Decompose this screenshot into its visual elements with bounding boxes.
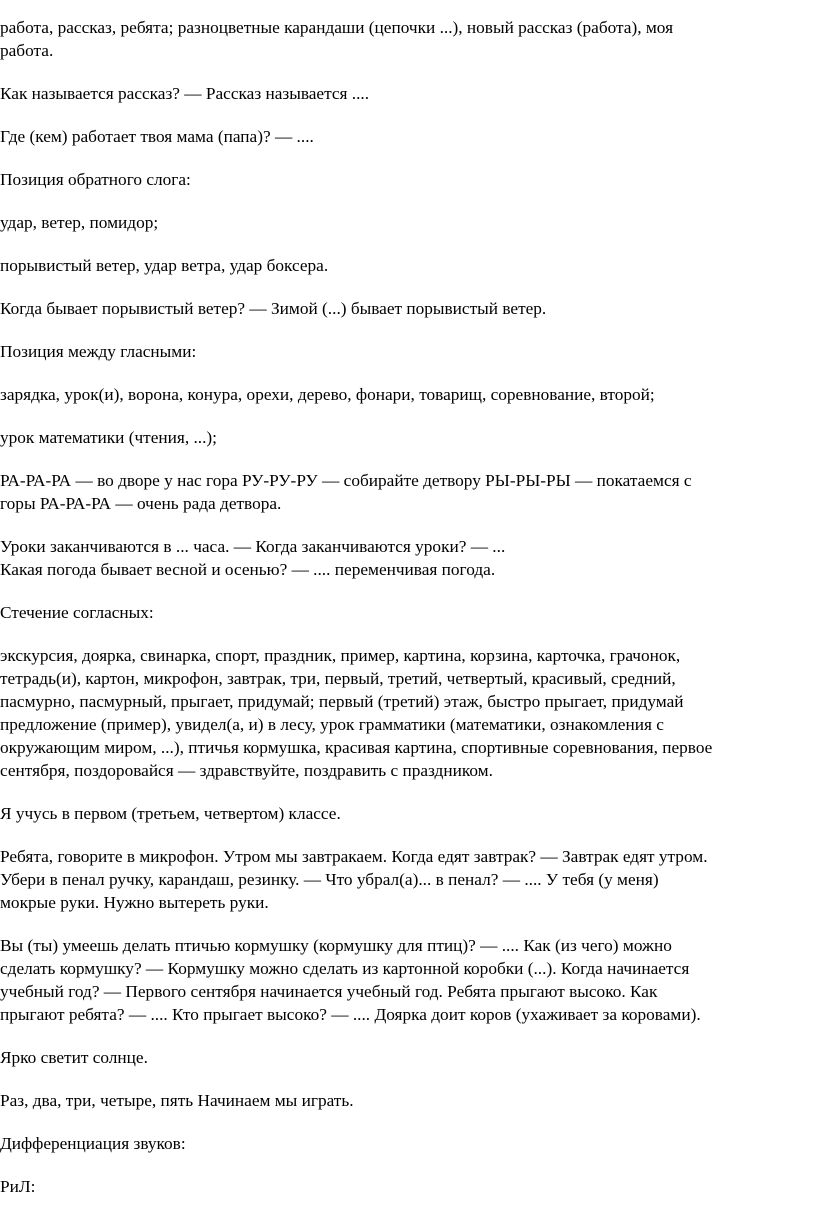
text-line: работа, рассказ, ребята; разноцветные карандаши (цепочки ...), новый рассказ (работа), моя [0,18,674,37]
text-line: РиЛ: [0,1177,36,1196]
text-line: сделать кормушку? — Кормушку можно сделать из картонной коробки (...). Когда начинается [0,959,690,978]
paragraph [0,125,790,148]
paragraph [0,211,790,234]
paragraph [0,469,790,515]
text-line: Ярко светит солнце. [0,1048,148,1067]
paragraph [0,934,790,1026]
text-line: экскурсия, доярка, свинарка, спорт, праздник, пример, картина, корзина, карточка, грачонок, [0,646,681,665]
paragraph [0,601,790,624]
paragraph [0,644,790,782]
text-line: удар, ветер, помидор; [0,213,159,232]
text-line: Стечение согласных: [0,603,154,622]
text-line: тетрадь(и), картон, микрофон, завтрак, три, первый, третий, четвертый, красивый, средний, [0,669,676,688]
text-line: Какая погода бывает весной и осенью? — .... переменчивая погода. [0,560,496,579]
paragraph [0,845,790,914]
paragraph [0,16,790,62]
text-line: предложение (пример), увидел(а, и) в лесу, урок грамматики (математики, ознакомления с [0,715,664,734]
text-line: Дифференциация звуков: [0,1134,186,1153]
text-line: горы РА-РА-РА — очень рада детвора. [0,494,282,513]
text-line: РА-РА-РА — во дворе у нас гора РУ-РУ-РУ — собирайте детвору РЫ-РЫ-РЫ — покатаемся с [0,471,692,490]
text-line: порывистый ветер, удар ветра, удар боксера. [0,256,329,275]
text-line: Уроки заканчиваются в ... часа. — Когда заканчиваются уроки? — ... [0,537,506,556]
text-line: урок математики (чтения, ...); [0,428,217,447]
paragraph [0,168,790,191]
text-line: Позиция обратного слога: [0,170,191,189]
paragraph [0,1089,790,1112]
text-line: пасмурно, пасмурный, прыгает, придумай; первый (третий) этаж, быстро прыгает, придумай [0,692,684,711]
paragraph [0,802,790,825]
text-line: Раз, два, три, четыре, пять Начинаем мы играть. [0,1091,354,1110]
paragraph [0,297,790,320]
paragraph [0,535,790,581]
paragraph [0,1175,790,1198]
text-line: Вы (ты) умеешь делать птичью кормушку (кормушку для птиц)? — .... Как (из чего) можно [0,936,672,955]
paragraph [0,254,790,277]
text-line: зарядка, урок(и), ворона, конура, орехи, дерево, фонари, товарищ, соревнование, второй; [0,385,655,404]
text-line: мокрые руки. Нужно вытереть руки. [0,893,269,912]
paragraph [0,1132,790,1155]
paragraph [0,383,790,406]
paragraph [0,426,790,449]
text-line: Позиция между гласными: [0,342,197,361]
paragraph [0,1046,790,1069]
text-line: Ребята, говорите в микрофон. Утром мы завтракаем. Когда едят завтрак? — Завтрак едят утром. [0,847,708,866]
text-line: Где (кем) работает твоя мама (папа)? — .... [0,127,314,146]
text-line: сентября, поздоровайся — здравствуйте, поздравить с праздником. [0,761,493,780]
text-line: Когда бывает порывистый ветер? — Зимой (...) бывает порывистый ветер. [0,299,547,318]
text-line: учебный год? — Первого сентября начинается учебный год. Ребята прыгают высоко. Как [0,982,658,1001]
text-line: Как называется рассказ? — Рассказ называется .... [0,84,370,103]
paragraph [0,340,790,363]
text-line: Я учусь в первом (третьем, четвертом) классе. [0,804,341,823]
text-line: Убери в пенал ручку, карандаш, резинку. — Что убрал(а)... в пенал? — .... У тебя (у меня) [0,870,659,889]
text-line: прыгают ребята? — .... Кто прыгает высоко? — .... Доярка доит коров (ухаживает за коровами). [0,1005,701,1024]
text-line: работа. [0,41,54,60]
paragraph [0,82,790,105]
text-line: окружающим миром, ...), птичья кормушка, красивая картина, спортивные соревнования, первое [0,738,713,757]
document-page [0,16,790,1218]
